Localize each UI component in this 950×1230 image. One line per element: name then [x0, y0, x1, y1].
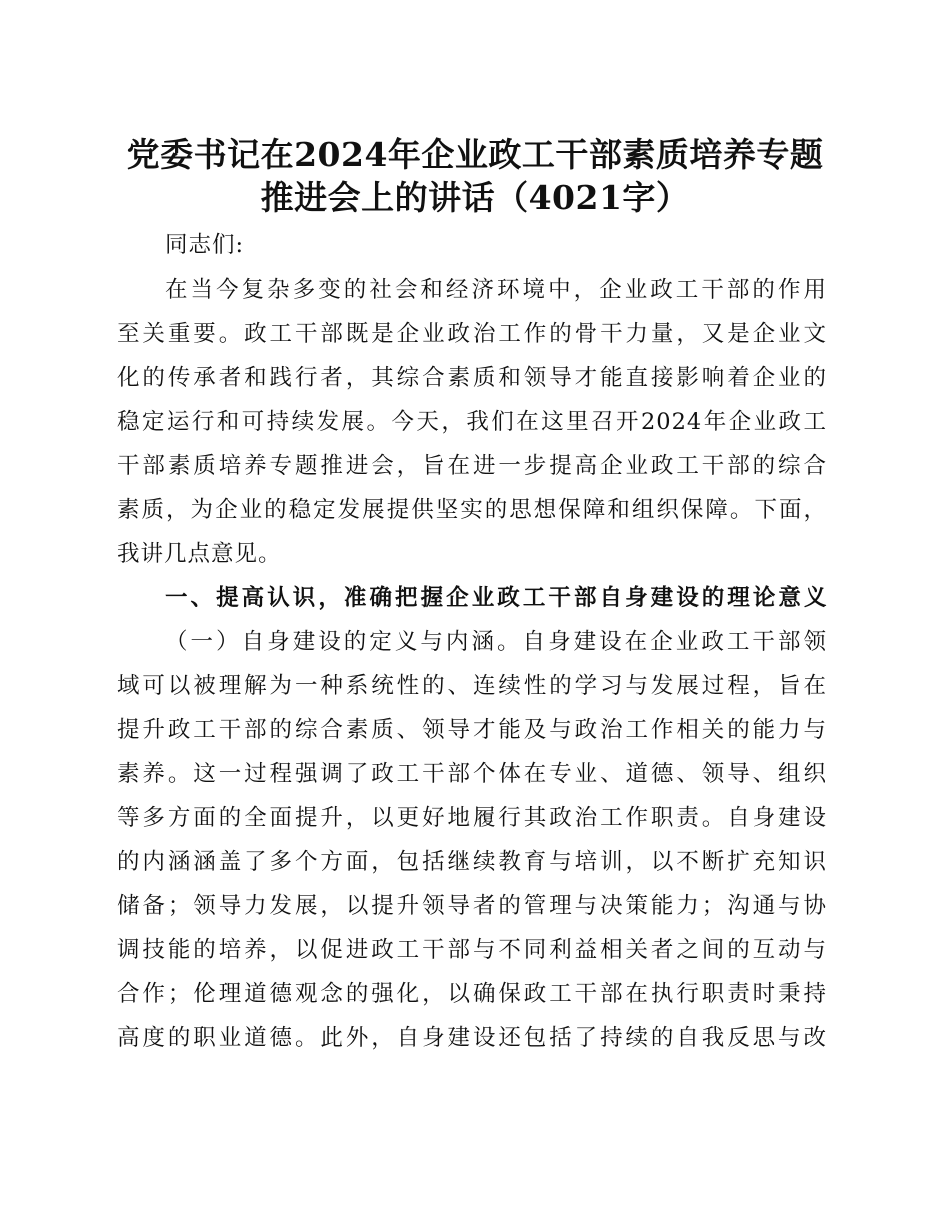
- paragraph-line: 稳定运行和可持续发展。今天，我们在这里召开2024年企业政工: [117, 409, 827, 435]
- paragraph-line: 调技能的培养，以促进政工干部与不同利益相关者之间的互动与: [117, 937, 827, 963]
- paragraph-line: 至关重要。政工干部既是企业政治工作的骨干力量，又是企业文: [117, 321, 827, 347]
- paragraph-line: 在当今复杂多变的社会和经济环境中，企业政工干部的作用: [165, 277, 827, 303]
- paragraph-line: 高度的职业道德。此外，自身建设还包括了持续的自我反思与改: [117, 1025, 827, 1051]
- salutation: 同志们:: [165, 232, 245, 258]
- paragraph-line: （一）自身建设的定义与内涵。自身建设在企业政工干部领: [165, 629, 827, 655]
- paragraph-line: 储备；领导力发展，以提升领导者的管理与决策能力；沟通与协: [117, 893, 827, 919]
- paragraph-line: 我讲几点意见。: [117, 541, 282, 567]
- paragraph-line: 素质，为企业的稳定发展提供坚实的思想保障和组织保障。下面，: [117, 497, 827, 523]
- paragraph-line: 合作；伦理道德观念的强化，以确保政工干部在执行职责时秉持: [117, 981, 827, 1007]
- paragraph-line: 化的传承者和践行者，其综合素质和领导才能直接影响着企业的: [117, 365, 827, 391]
- paragraph-line: 素养。这一过程强调了政工干部个体在专业、道德、领导、组织: [117, 761, 827, 787]
- paragraph-line: 等多方面的全面提升，以更好地履行其政治工作职责。自身建设: [117, 805, 827, 831]
- section-heading: 一、提高认识，准确把握企业政工干部自身建设的理论意义: [165, 585, 827, 611]
- document-title-line-2: 推进会上的讲话（4021字）: [260, 178, 690, 217]
- paragraph-line: 干部素质培养专题推进会，旨在进一步提高企业政工干部的综合: [117, 453, 827, 479]
- paragraph-line: 的内涵涵盖了多个方面，包括继续教育与培训，以不断扩充知识: [117, 849, 827, 875]
- paragraph-line: 域可以被理解为一种系统性的、连续性的学习与发展过程，旨在: [117, 673, 827, 699]
- document-title-line-1: 党委书记在2024年企业政工干部素质培养专题: [126, 135, 824, 174]
- paragraph-line: 提升政工干部的综合素质、领导才能及与政治工作相关的能力与: [117, 717, 827, 743]
